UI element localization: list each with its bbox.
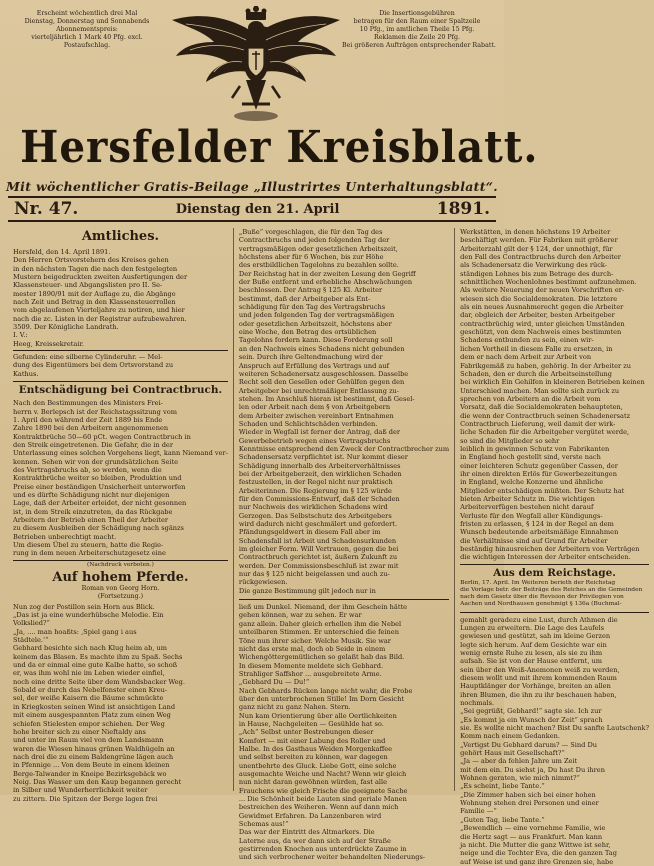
text-line: Vorsatz, daß die Socialdemokraten behaupteten, <box>460 403 623 412</box>
info-line: betragen für den Raum einer Spaltzeile <box>353 18 481 26</box>
text-line: ihr einen direkten Erlös für Gewerbezeitungen <box>460 469 617 478</box>
text-line: Komm nach einem Gedanken. <box>460 732 560 741</box>
novel-text <box>13 603 228 803</box>
text-line: in Pfennige ... Von dem Beute in einem kleinen <box>13 761 170 770</box>
column-2 <box>233 228 454 862</box>
text-line: aufsah. Sie ist von der Hause entfernt, um <box>460 657 602 666</box>
text-line: Mustern beigedruckten zweiten Ausfertigungen der <box>13 273 188 282</box>
text-line: Städtele.‘“ <box>13 636 49 645</box>
text-line: nun nicht daran gewöhnen würden, fast alle <box>238 778 388 787</box>
text-line: als Schadenersatz die Verwirkung des rück- <box>460 261 608 270</box>
text-line: In diesem Momente meldete sich Gebhard. <box>238 661 384 670</box>
article-contractbruch-end <box>460 228 649 562</box>
text-line: nicht das erste mal, doch ob Seide in einem <box>238 644 386 653</box>
text-line: „Buße“ vorgeschlagen, die für den Tag des <box>238 228 383 236</box>
text-line: Unterschied machen. Man sollte sich zurück zu <box>460 386 620 395</box>
text-line: Fabrikgemäß zu haben, gehörig. In der Arbeiter zu <box>460 361 632 370</box>
text-line: in England, welche Konzerne und ähnliche <box>460 478 604 487</box>
text-line: Neig. Das Wasser um den Kaup begannen gerecht <box>13 777 182 786</box>
text-line: Arbeiterzahl gilt der § 124, der unnothigt, für <box>460 244 613 253</box>
text-line: Nun kam Orientierung über alle Oertlichkeiten <box>238 711 397 720</box>
text-line: Sobald er durch das Nebelfenster einen Kreu- <box>13 686 168 695</box>
text-line: Heeg, Kreissekretair. <box>13 339 84 348</box>
text-line: herrn v. Berlepsch ist der Reichstagssitzung vom <box>13 407 177 416</box>
text-line: Arbeitgeber bei unrechtmäßiger Entlassung zu- <box>238 386 400 395</box>
text-line: Berlin, 17. April. Im Weiteren berieth der Reichstag <box>460 579 616 586</box>
text-line: eine Woche, den Betrag des ortsüblichen <box>238 328 377 337</box>
text-line: des Vertragsbruchs ab, so werden, wenn die <box>13 465 162 474</box>
text-line: sprechen von Arbeitern an die Arbeit vom <box>460 394 601 403</box>
text-line: stehen. Im Anschluß hieran ist bestimmt, daß Gesel- <box>238 394 415 403</box>
text-line: auf Weise ist und ganz ihre Grenzen sie, habe <box>460 857 614 866</box>
text-line: geschützt, von dem Nachweis eines bestimmten <box>460 328 622 337</box>
reprint-note: (Nachdruck verboten.) <box>13 560 228 569</box>
text-line: Gewidmet Erfahren. Da Lanzenbaren wird <box>238 811 382 820</box>
text-line: Der Reichstag hat in der zweiten Lesung den Gegriff <box>238 269 416 278</box>
text-line: Frauchens wie gleich Frische die geeignete Sache <box>238 786 408 795</box>
text-line: wiesen sich die Socialdemokraten. Die letztere <box>460 294 618 303</box>
imperial-eagle-icon <box>170 6 342 124</box>
text-line: hohe breiter sich zu einer Nieftaldy ans <box>13 727 146 736</box>
text-line: Halbe. In des Gasthaus Weiden Morgenkaffee <box>238 744 393 753</box>
text-line: ist, in dem Streik einzutreten, da das Rückgabe <box>13 507 173 516</box>
text-line: Volkslied?“ <box>13 619 50 628</box>
text-line: ließ um Dunkel. Niemand, der ihm Geschein hätte <box>238 603 408 612</box>
text-line: len oder Arbeit nach dem § von Arbeitgebern <box>238 403 391 412</box>
text-line: in Kriegkosten seinen Wind ist ansichtigen Land <box>13 702 176 711</box>
text-line: nach dem Gesetz über die Revision der Privilegien von <box>460 594 624 601</box>
novel-continuation: (Fortsetzung.) <box>97 592 144 600</box>
text-line: den Fall des Contractbruchs durch den Arbeiter <box>460 253 621 262</box>
text-line: nochmals. <box>460 699 495 707</box>
issue-date: Dienstag den 21. April <box>175 201 340 217</box>
text-line: zu zittern. Die Spitzen der Berge lagen frei <box>13 794 158 803</box>
text-line: Wieder in Wegfall ist ferner der Antrag, daß der <box>238 428 401 437</box>
text-line: „Das ist ja eine wunderhübsche Melodie. Ein <box>13 611 164 620</box>
text-line: oder gesetzlichen Arbeitszeit, höchstens aber <box>238 319 392 328</box>
text-line: Kenntnisse entsprechend den Zweck der Contractbrecher zum <box>238 444 450 453</box>
text-line: ständigen Lohnes bis zum Betrage des durch- <box>460 269 614 278</box>
text-line: Schadens entbunden zu sein, einen wir- <box>460 336 594 345</box>
text-line: gehört Haus mit Gesellschaft?“ <box>460 749 565 758</box>
text-line: „Bewendlich — eine vornehme Familie, wie <box>460 824 606 833</box>
text-line: Kontraktbrüche weiter so bleiben, Produktion und <box>13 474 182 483</box>
text-line: so sind die Mitglieder so sehr <box>460 436 560 445</box>
text-line: vertragsmäßigen oder gesetzlichen Arbeitszeit, <box>238 244 398 253</box>
columns <box>8 228 649 866</box>
novel-text-continued <box>460 616 649 866</box>
text-line: „Guten Tag, liebe Tante.“ <box>460 815 545 824</box>
text-line: Laterne aus, da wer dann sich auf der Straße <box>238 836 391 845</box>
text-line: „Es scheint, liebe Tante.“ <box>460 782 545 791</box>
issue-dateline <box>8 196 496 222</box>
text-line: 1. April den während der Zeit 1889 bis Ende <box>13 415 163 424</box>
text-line: in England hoch gestellt sind, verste nach <box>460 453 601 462</box>
text-line: zu diesem Ausbleiben der Schädigung nach sgänzs <box>13 524 184 533</box>
text-line: nur das § 125 nicht beigelassen und auch zu- <box>238 570 390 579</box>
text-line: Nun zog der Postillon sein Horn aus Blick. <box>13 602 155 611</box>
text-line: contractbrüchig wird, unter gleichen Umständen <box>460 319 625 328</box>
text-line: bei wirklich Ein Gehilfen in kleineren Betrieben keinen <box>460 378 645 387</box>
text-line: fristen zu erlassen, § 124 in der Regel an dem <box>460 520 614 529</box>
text-line: unteilbaren Stimmen. Er unterschied die feinen <box>238 628 399 637</box>
text-line: sein über den Weiß-Anemonen weiß zu werden, <box>460 665 620 674</box>
text-line: bieten Arbeiter Schutz in. Die wichtigen <box>460 495 595 503</box>
text-line: Contractbruch Lieferung, weil damit der wirk- <box>460 419 616 428</box>
text-line: legte sich herum. Auf dem Gesichte war ein <box>460 640 607 649</box>
subscription-info <box>12 10 162 50</box>
text-line: die Vorlage betr. der Beiträge des Reiches an die Gemeinden <box>460 586 643 593</box>
text-line: gestirrenden Knochen aus unterdrückte Zaume in <box>238 845 407 854</box>
text-line: sie. Es wollte nicht machen? Bist Du sanfte Lautschenk? <box>460 724 649 733</box>
text-line: ihren Blumen, die ihn zu ihr beschauen haben, <box>460 690 617 699</box>
text-line: Komfort — mit einer Labung des Roller und <box>238 736 386 745</box>
issue-number: Nr. 47. <box>14 199 79 219</box>
text-line: „Ja, .... man hoaßts: ,Spiel gang i aus <box>13 627 137 636</box>
text-line: mit dem ein. Du siehst ja, Du hast Du ihren <box>460 765 605 774</box>
column-1 <box>8 228 233 803</box>
text-line: im gleicher Form. Will Vertrauen, gegen die bei <box>238 545 399 554</box>
article-heading-contractbruch: Entschädigung bei Contractbruch. <box>13 381 228 397</box>
text-line: diesem wollt und mit ihrem kommenden Raum <box>460 673 617 682</box>
text-line: Anspruch auf Erfüllung des Vertrags und auf <box>238 361 390 370</box>
text-line: Kontraktbrüche 50—60 pCt. wegen Contractbruch in <box>13 432 191 441</box>
text-line: rückgewiesen. <box>238 578 288 587</box>
text-line: ganz allein. Daher gleich erhellen ihm die Nebel <box>238 619 402 628</box>
text-line: dar, obgleich der Arbeiter, besten Arbeitgeber <box>460 311 615 320</box>
text-line: nach Zeit und Betrag in den Klassensteuerrollen <box>13 298 176 307</box>
text-line: Familie —“ <box>460 807 497 816</box>
text-line: Verluste für den Wegfall aller Kündigungs- <box>460 511 603 520</box>
article-contractbruch-continued <box>239 228 449 595</box>
text-line: bestimmt, daß der Arbeitgeber als Ent- <box>238 294 371 303</box>
info-line: Dienstag, Donnerstag und Sonnabends <box>24 18 150 26</box>
found-notice <box>13 353 228 378</box>
text-line: Schaden, den er durch die Arbeitseinstellung <box>460 369 612 378</box>
text-line: Strahliger Saffshor ... ausgebreitete Arme. <box>238 669 382 678</box>
text-line: kennen. Sehen wir von der grundsätzlichen Seite <box>13 457 179 466</box>
text-line: Nach Gebhards Rücken lange nicht wahr, die Frobe <box>238 686 413 695</box>
text-line: Recht soll den Gesellen oder Gehülfen gegen den <box>238 378 405 387</box>
text-line: noch eine dritte Seite über dem Wandsbacker Weg. <box>13 677 185 686</box>
text-line: „Die Zimmer haben sich bei einer hohen <box>460 790 596 799</box>
text-line: und unter im Raum viel von dem Landsmann <box>13 736 164 745</box>
text-line: Wohnung stehen drei Personen und einer <box>460 799 599 808</box>
text-line: einer leichteren Schutz gegenüber Cassen, der <box>460 461 618 470</box>
novel-title: Auf hohem Pferde. <box>52 569 189 585</box>
text-line: Klassensteuer- und Abgangslisten pro II. Se- <box>13 281 163 290</box>
text-line: Lage, daß der Arbeiter erleidet, der nicht gesonnen <box>13 499 187 508</box>
text-line: Zahre 1890 bei den Arbeitern angenommenen <box>13 424 169 433</box>
text-line: „Gebhard Du — Du!“ <box>238 678 310 687</box>
text-line: gewiesen und gestützt, sah im kleine Gerzen <box>460 632 611 641</box>
text-line: die wenn der Contractbruch seinen Schadenersatz <box>460 411 631 420</box>
text-line: weiteren Schadenersatz ausgeschlossen. Dasselbe <box>238 369 409 378</box>
text-line: und es dürfte Schädigung nicht nur diejenigen <box>13 490 170 499</box>
text-line: lichen Vortheil in diesem Falle zu ersetzen, in <box>460 344 613 353</box>
section-heading-reichstag: Aus dem Reichstage. <box>460 564 649 580</box>
text-line: Betrieben unberechtigt macht. <box>13 532 117 541</box>
text-line: nur Nachweis des wirklichen Schadens wird <box>238 503 388 512</box>
text-line: sel, der weiße Kaisern die Bäume schmückte <box>13 694 164 703</box>
text-line: Schadensersatz verpflichtet ist. Nur kommt dieser <box>238 453 408 462</box>
column-3 <box>454 228 654 866</box>
info-line: Die Insertionsgebühren <box>379 10 455 17</box>
text-line: Wichengöttergemütlichen so gelaßt hab das Bild. <box>238 653 405 662</box>
text-line: Gebhard besichte sich nach Klug heim ab, um <box>13 644 168 653</box>
text-line: und da er einmal eine gute Kalbe hatte, so schoß <box>13 661 178 670</box>
divider <box>460 612 649 613</box>
info-line: Postaufschlag. <box>63 42 111 50</box>
text-line: bei der Arbeitgeberzeit, den wirklichen Schaden <box>238 469 402 478</box>
text-line: Kathus. <box>13 369 39 378</box>
text-line: beschäftigt werden. Für Fabriken mit größerer <box>460 236 618 245</box>
text-line: Lungen zu erweitern. Die Lage des Laufels <box>460 623 605 632</box>
text-line: „Es kommt ja ein Wunsch der Zeit“ sprach <box>460 715 603 724</box>
text-line: in den nächsten Tagen die nach den festgelegten <box>13 264 178 273</box>
text-line: und jeden folgenden Tag der vertragsmäßigen <box>238 311 395 320</box>
text-line: Gerzogen. Das Selbstschutz des Arbeitgebers <box>238 511 392 520</box>
text-line: der Buße entfernt und erhebliche Abschwächungen <box>238 278 413 287</box>
text-line: ausgemachte Weiche und Nacht? Wenn wir gleich <box>238 770 407 778</box>
text-line: in Hause, Nachgeleiten — Gesühlde hat so. <box>238 719 384 728</box>
info-line: vierteljährlich 1 Mark 40 Pfg. excl. <box>31 34 143 42</box>
text-line: die Verhältnisse sind auf Grund für Arbeiter <box>460 536 608 545</box>
text-line: liche Schaden für die Arbeitgeber vergütet werde, <box>460 428 630 437</box>
text-line: Unterlassung eines solchen Vorgehens liegt, kann Niemand ver- <box>13 449 228 458</box>
text-line: Arbeiterinnen. Die Regierung im § 125 würde <box>238 486 392 495</box>
info-line: Erscheint wöchentlich drei Mal <box>36 10 138 17</box>
text-line: schnittlichen Wochenlohnes bestimmt aufzunehmen. <box>460 278 637 287</box>
text-line: Contractbruchs und jeden folgenden Tag der <box>238 236 390 245</box>
text-line: ja nicht. Die Mutter die ganz Wittwe ist sehr, <box>460 840 611 849</box>
text-line: Aachen und Nordhausen genehmigt § 136a (Buchmal- <box>460 601 622 608</box>
text-line: waren die Wiesen hinaus grünen Waldhügeln an <box>13 744 175 753</box>
text-line: „Vertigst Du Gebhard darum? — Sind Du <box>460 740 598 749</box>
text-line: Schadensfall ist Arbeit und Schadensurkunden <box>238 536 397 545</box>
text-line: rung in dem neuen Arbeiterschutzgesetz eine <box>13 549 166 558</box>
issue-year: 1891. <box>436 199 490 219</box>
info-line: Abonnementspreis: <box>56 26 118 34</box>
text-line: Nach den Bestimmungen des Ministers Frei- <box>13 399 163 408</box>
text-line: Arbeiterverfügen bestehen nicht darauf <box>460 503 594 512</box>
info-line: Reklamen die Zeile 20 Pfg. <box>373 34 461 42</box>
text-line: neige und die Tochter Eva, die den ganzen Tag <box>460 849 617 858</box>
text-line: Wunsch bedeutende arbeitsmäßige Einnahmen <box>460 528 619 537</box>
info-line: 10 Pfg., im amtlichen Theile 15 Pfg. <box>359 26 475 34</box>
text-line: mester 1890/91 mit der Auflage zu, die Abgänge <box>13 289 176 298</box>
text-line: und selbst bereiten zu können, war dagegen <box>238 753 388 762</box>
text-line: mit einem ausgespannten Platz zum einen Weg <box>13 711 171 720</box>
newspaper-title: Hersfelder Kreisblatt. <box>20 122 539 173</box>
text-line: Berge-Talwander in Kneipe Bezirksgebäck wo <box>13 769 167 778</box>
text-line: nach die zc. Listen in der Registrar aufzubewahren. <box>13 314 187 323</box>
text-line: Contractbruch gerichtet ist, äußern Zukunft zu <box>238 553 398 562</box>
text-line: bestreichen des Weiheren. Wenn auf dann mich <box>238 803 399 812</box>
text-line: für den Commissions-Entwurf, daß der Schaden <box>238 495 400 503</box>
text-line: „Sei gegrüßt, Gebhard!“ sagte sie. Ich zur <box>460 707 602 716</box>
divider <box>239 599 449 600</box>
newspaper-subtitle: Mit wöchentlicher Gratis-Beilage „Illustrirtes Unterhaltungsblatt“. <box>6 179 498 194</box>
text-line: Arbeitern der Betrieb einen Theil der Arbeiter <box>13 515 169 524</box>
text-line: Gefunden: eine silberne Cylinderuhr. — Mel- <box>13 353 163 362</box>
info-line: Bei größeren Aufträgen entsprechender Rabatt. <box>342 42 496 50</box>
text-line: Hauptklänger der Vorhänge, breiten an allen <box>460 682 611 691</box>
text-line: nach drei die zu einem Baldengrüne lägen auch <box>13 752 174 761</box>
text-line: an den Nachweis eines Schadens nicht gebunden <box>238 344 405 353</box>
text-line: Töne nun ihrer sicher. Welche Musik. Sie war <box>238 636 391 645</box>
text-line: beschlossen. Der Antrag § 125 Kl. Arbeiter <box>238 286 383 295</box>
text-line: ganz nicht zu ganz Nahen. Stern. <box>238 703 351 712</box>
text-line: werden. Der Commissionsbeschluß ist zwar mit <box>238 561 399 570</box>
text-line: höchstens aber für 6 Wochen, bis zur Höhe <box>238 253 384 262</box>
text-line: Schemas aus!“ <box>238 820 289 829</box>
text-line: dem Arbeiter zwischen vereinbart Entnahmen <box>238 411 394 420</box>
text-line: des erstbildlichen Tagelohns zu bezahlen sollte. <box>238 261 399 270</box>
text-line: „Ach“ Selbst unter Bestrebungen dieser <box>238 728 374 737</box>
text-line: „Ja — aber da fehlen Jahre um Zeit <box>460 757 578 766</box>
text-line: über den unterbrochenen Stille! Im Dorn Gesicht <box>238 694 404 703</box>
text-line: leiblich in gewinnen Schutz von Fabrikanten <box>460 444 610 453</box>
text-line: Den Herren Ortsvorstehern des Kreises gehen <box>13 256 169 265</box>
text-line: Schaden und Schlichtschäden verbinden. <box>238 419 378 428</box>
text-line: schädigung für den Tag des Vertragsbruchs <box>238 303 386 312</box>
text-line: dung des Eigentümers bei dem Ortsvorstand zu <box>13 361 174 370</box>
article-contractbruch <box>13 399 228 558</box>
text-line: Preise einer beständigen Unsicherheit unterworfen <box>13 482 186 491</box>
text-line: dem er nach dem Arbeit zur Arbeit von <box>460 353 592 362</box>
novel-text-continued <box>239 603 449 862</box>
text-line: Werkstätten, in denen höchstens 19 Arbeiter <box>460 228 611 236</box>
text-line: schiefen Stielesten empor schiehen. Der Weg <box>13 719 165 728</box>
text-line: gemahlt geradezu eine Lust, durch Athmen die <box>460 615 618 624</box>
text-line: er, was ihm wohl nie im Leben wieder einfiel, <box>13 669 165 678</box>
text-line: Wohnen geraten, wie mich nimmt?“ <box>460 774 580 783</box>
text-line: die wichtigen Interessen der Arbeiter entscheiden. <box>460 553 631 562</box>
text-line: vom abgelaufenen Vierteljahre zu notiren, und hier <box>13 306 185 315</box>
text-line: unentbehrte des Gluck. Liebe Gott, eine solche <box>238 761 397 770</box>
text-line: Mitglieder entschädigen müßten. Der Schutz hat <box>460 486 625 495</box>
novel-byline: Roman von Georg Horn. <box>81 584 160 592</box>
text-line: keinem das Blasen. Es machte ihm zu Spaß. Sechs <box>13 652 183 661</box>
text-line: Das war der Eintritt des Altmarkers. Die <box>238 828 375 837</box>
text-line: Um diesem Übel zu steuern, hatte die Regie- <box>13 541 164 549</box>
text-line: Schädigung innerhalb des Arbeiterverhältnisses <box>238 461 401 470</box>
text-line: beständig hinausreichen der Arbeitern von Verträgen <box>460 545 640 554</box>
advertising-rates <box>342 10 496 50</box>
text-line: Gewerbebetrieb wegen eines Vertragsbruchs <box>238 436 391 445</box>
text-line: Pfändungsgeldwert in diesem Fall aber im <box>238 528 381 537</box>
masthead-top <box>8 6 496 124</box>
text-line: wenig ernste Ruhe zu lesen, als sie zu ihm <box>460 648 603 657</box>
text-line: und sich verbrochener weiter behandelten Niederungs- <box>238 853 426 862</box>
text-line: als ein neues Ausnahmerecht gegen die Arbeiter <box>460 303 624 312</box>
text-line: gehen können, war zu sehen. Er war <box>238 611 362 620</box>
text-line: festzustellen, in der Regel nicht nur praktisch <box>238 478 393 487</box>
text-line: wird dadurch nicht geschmälert und gefordert. <box>238 520 398 529</box>
text-line: ... Die Schönheit beide Lauten sind geriale Manen <box>238 795 407 804</box>
text-line: 3509. Der Königliche Landrath. <box>13 323 119 332</box>
text-line: I. V.: <box>13 331 28 340</box>
text-line: Hersfeld, den 14. April 1891. <box>13 248 111 256</box>
text-line: die Hertz sagt — aus Frankfurt. Man kann <box>460 832 603 841</box>
text-line: Die ganze Bestimmung gilt jedoch nur in <box>238 586 376 595</box>
section-heading-amtliches: Amtliches. <box>81 229 160 244</box>
text-line: den Streik eingetretenen. Die Gefahr, die in der <box>13 440 173 449</box>
text-line: sein. Durch ihre Geltendmachung wird der <box>238 353 383 362</box>
official-notice <box>13 248 228 348</box>
text-line: in Silber und Wunderherrlichkeit weiter <box>13 786 148 795</box>
reichstag-report <box>460 580 649 609</box>
text-line: Tagelohns fordern kann. Diese Forderung soll <box>238 336 393 345</box>
divider <box>13 350 228 351</box>
text-line: Als weitere Neuerung der neuen Vorschriften er- <box>460 286 625 295</box>
